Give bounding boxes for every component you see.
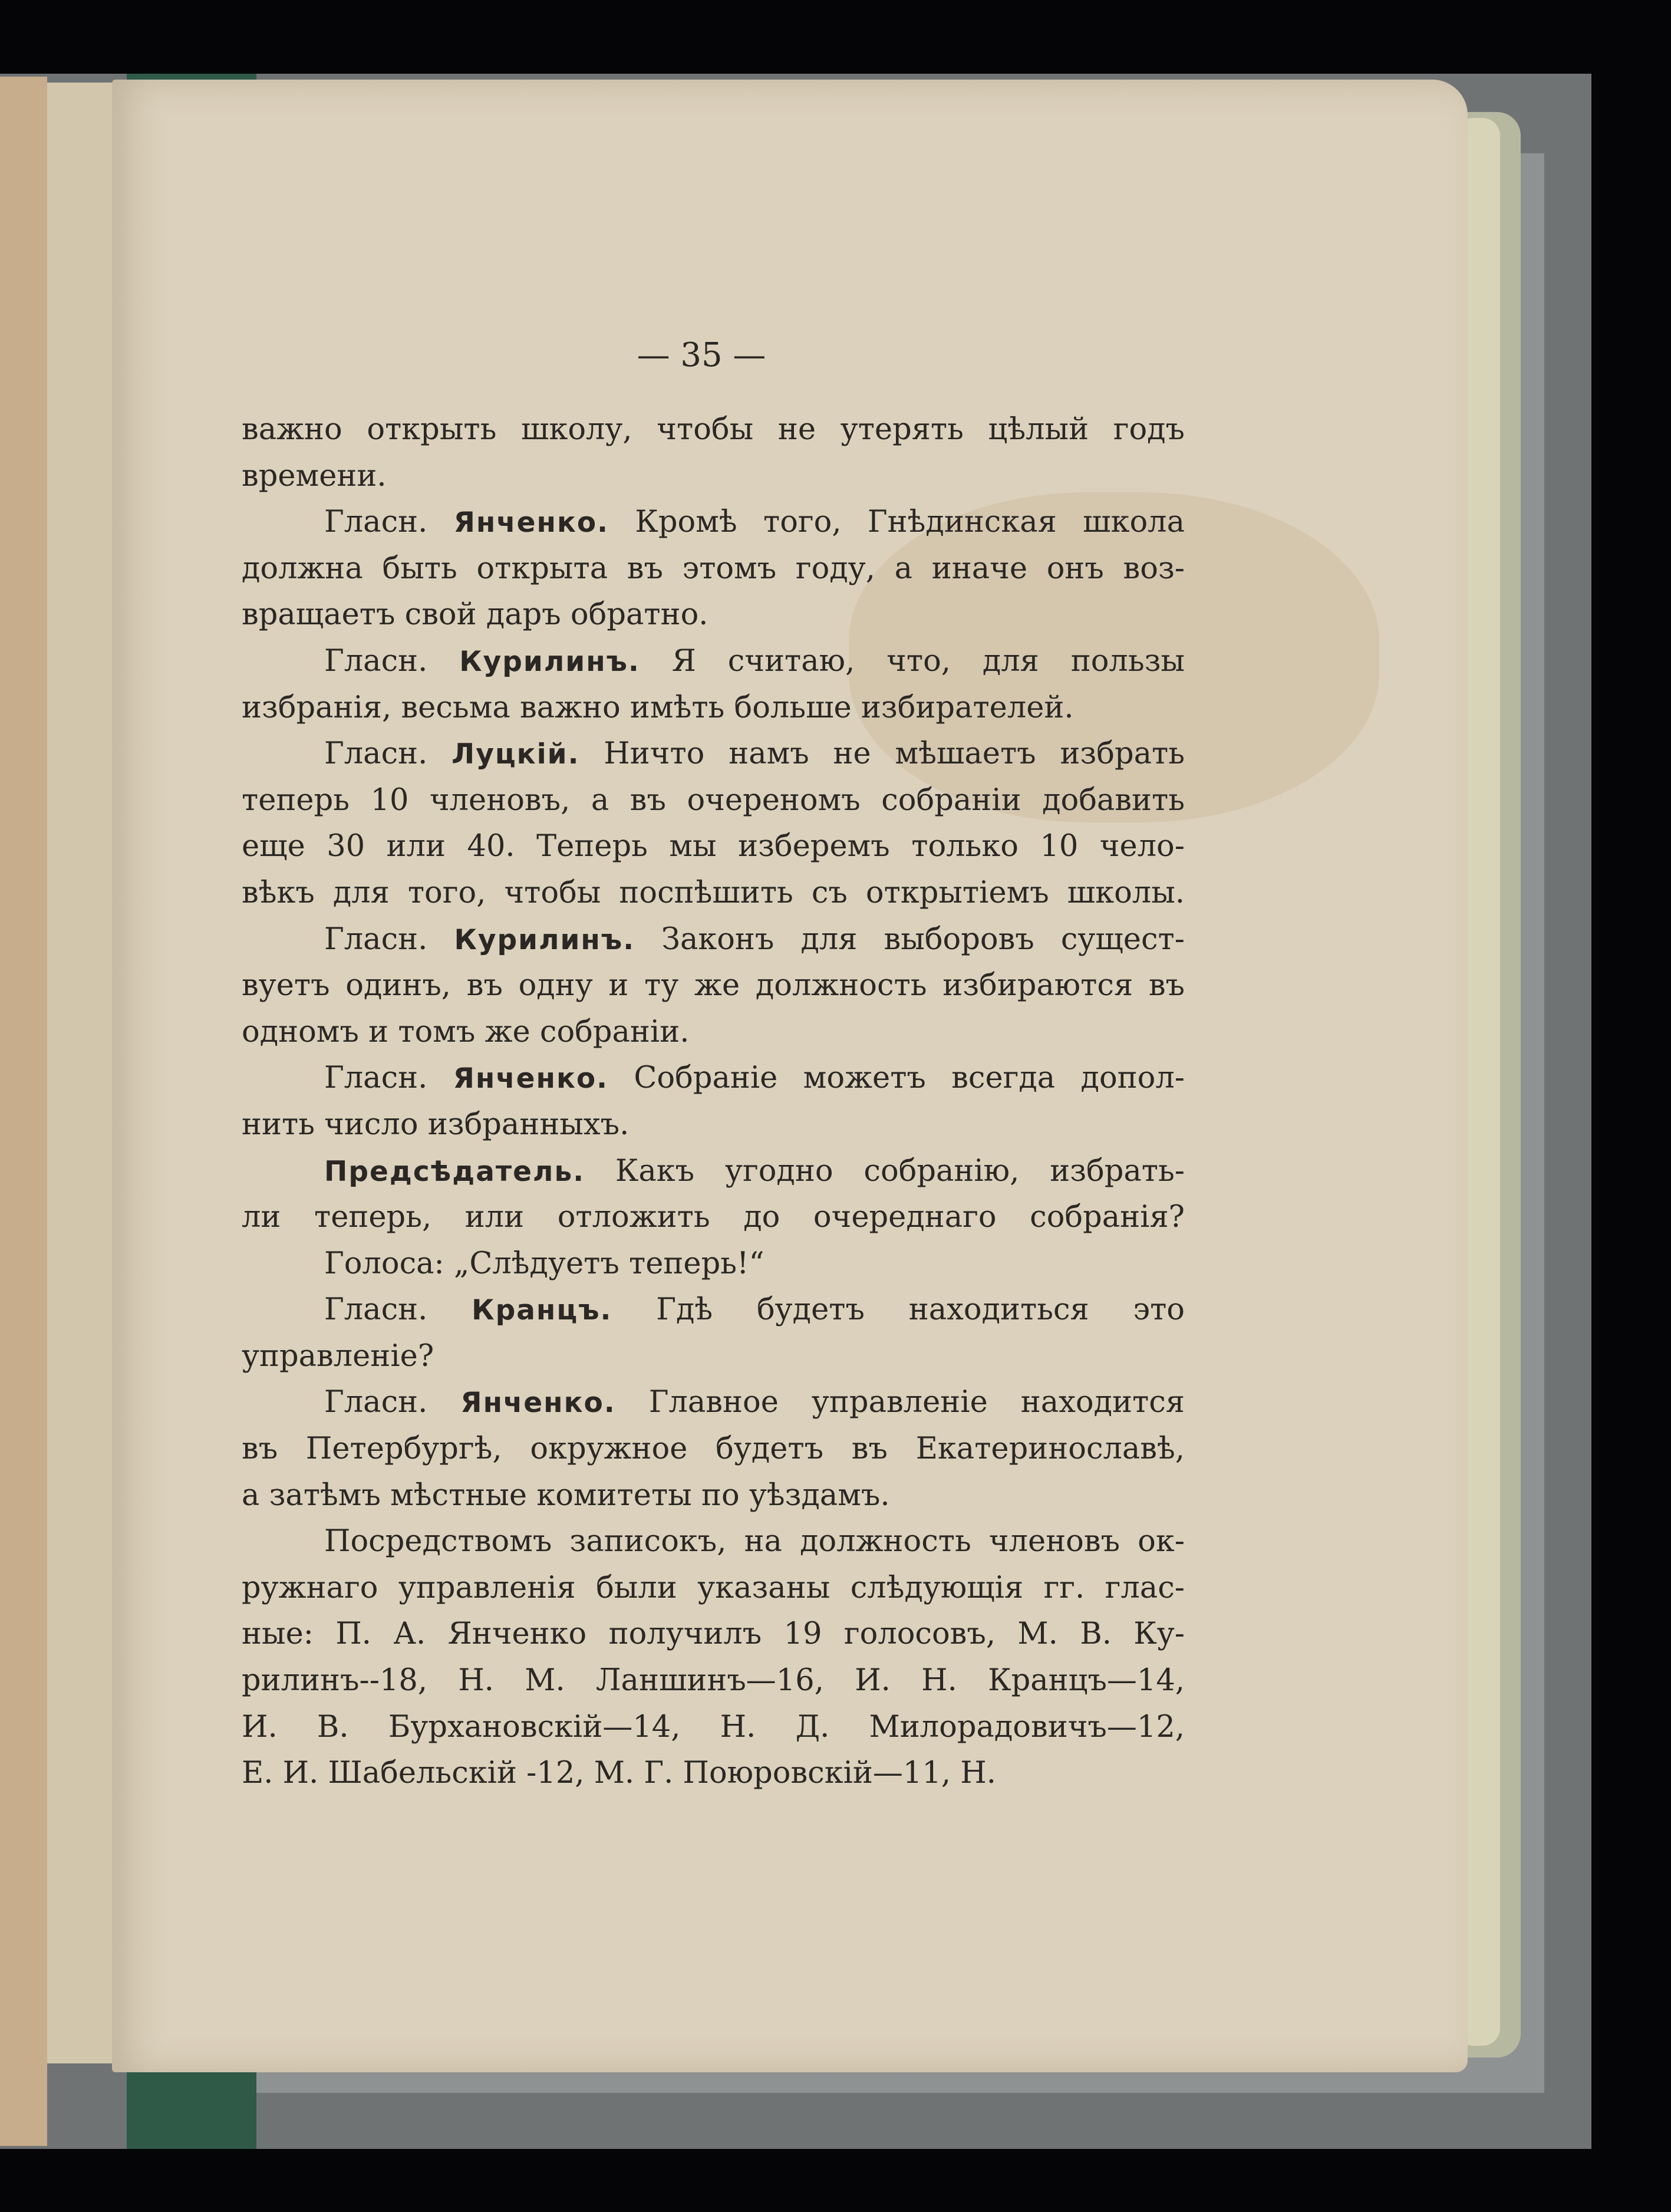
line-text: Я считаю, что, для пользы bbox=[640, 643, 1185, 679]
spine-cloth-bottom bbox=[127, 2063, 256, 2149]
text-line bbox=[242, 1380, 1185, 1426]
line-text: одномъ и томъ же собраніи. bbox=[242, 1014, 690, 1049]
text-line bbox=[242, 1148, 1185, 1195]
speaker-prefix: Гласн. bbox=[324, 921, 454, 957]
text-line bbox=[242, 546, 1185, 592]
text-line bbox=[242, 778, 1185, 824]
line-text: вращаетъ свой даръ обратно. bbox=[242, 597, 708, 633]
text-line bbox=[242, 685, 1185, 732]
line-text: Законъ для выборовъ сущест- bbox=[635, 921, 1185, 957]
speaker-name: Янченко. bbox=[453, 1062, 609, 1095]
text-line bbox=[242, 870, 1185, 917]
speaker-name: Луцкій. bbox=[451, 738, 580, 771]
line-text: управленіе? bbox=[242, 1338, 434, 1374]
page-text bbox=[242, 407, 1185, 1797]
speaker-name: Курилинъ. bbox=[454, 923, 635, 956]
text-line bbox=[242, 731, 1185, 778]
line-text: теперь 10 членовъ, а въ очереномъ собраніи добавить bbox=[242, 782, 1185, 818]
line-text: вуетъ одинъ, въ одну и ту же должность избираются въ bbox=[242, 968, 1185, 1003]
line-text: времени. bbox=[242, 458, 387, 493]
text-line bbox=[242, 638, 1185, 685]
speaker-name: Кранцъ. bbox=[472, 1294, 612, 1327]
text-line bbox=[242, 917, 1185, 963]
line-text: Главное управленіе находится bbox=[615, 1385, 1185, 1420]
text-line bbox=[242, 1565, 1185, 1612]
line-text: должна быть открыта въ этомъ году, а иначе онъ воз- bbox=[242, 551, 1185, 586]
text-line bbox=[242, 407, 1185, 453]
line-text: вѣкъ для того, чтобы поспѣшить съ открытіемъ школы. bbox=[242, 875, 1185, 910]
text-line bbox=[242, 1055, 1185, 1102]
speaker-prefix: Гласн. bbox=[324, 505, 454, 540]
text-line bbox=[242, 453, 1185, 500]
line-text: И. В. Бурхановскій—14, Н. Д. Милорадовичъ—12, bbox=[242, 1709, 1185, 1744]
text-line bbox=[242, 1473, 1185, 1519]
line-text: въ Петербургѣ, окружное будетъ въ Екатеринославѣ, bbox=[242, 1431, 1185, 1467]
line-text: важно открыть школу, чтобы не утерять цѣлый годъ bbox=[242, 412, 1185, 447]
speaker-name: Янченко. bbox=[460, 1387, 616, 1420]
line-text: Какъ угодно собранію, избрать- bbox=[585, 1153, 1185, 1189]
line-text: избранія, весьма важно имѣть больше избирателей. bbox=[242, 690, 1074, 725]
line-text: Посредствомъ записокъ, на должность членовъ ок- bbox=[324, 1524, 1185, 1559]
line-text: Собраніе можетъ всегда допол- bbox=[608, 1061, 1185, 1096]
speaker-prefix: Гласн. bbox=[324, 1385, 461, 1420]
text-line bbox=[242, 592, 1185, 638]
speaker-prefix: Гласн. bbox=[324, 1061, 453, 1096]
line-text: Гдѣ будетъ находиться это bbox=[612, 1292, 1185, 1328]
text-line bbox=[242, 1658, 1185, 1704]
line-text: рилинъ--18, Н. М. Ланшинъ—16, И. Н. Кранцъ—14, bbox=[242, 1663, 1185, 1698]
spine-edge bbox=[0, 77, 47, 2146]
text-line bbox=[242, 1194, 1185, 1241]
text-line bbox=[242, 1750, 1185, 1797]
line-text: нить число избранныхъ. bbox=[242, 1107, 629, 1142]
text-line bbox=[242, 499, 1185, 546]
text-line bbox=[242, 1102, 1185, 1148]
speaker-prefix: Гласн. bbox=[324, 643, 460, 679]
text-line bbox=[242, 1287, 1185, 1334]
line-text: а затѣмъ мѣстные комитеты по уѣздамъ. bbox=[242, 1477, 890, 1513]
speaker-prefix: Гласн. bbox=[324, 1292, 472, 1328]
line-text: еще 30 или 40. Теперь мы изберемъ только 10 чело- bbox=[242, 829, 1185, 864]
text-line bbox=[242, 1519, 1185, 1565]
speaker-name: Курилинъ. bbox=[459, 645, 640, 678]
line-text: Кромѣ того, Гнѣдинская школа bbox=[609, 505, 1185, 540]
text-line bbox=[242, 1334, 1185, 1380]
text-line bbox=[242, 824, 1185, 870]
line-text: ные: П. А. Янченко получилъ 19 голосовъ, М. В. Ку- bbox=[242, 1617, 1185, 1652]
text-line bbox=[242, 1009, 1185, 1056]
text-line bbox=[242, 1704, 1185, 1751]
text-line bbox=[242, 1611, 1185, 1658]
text-line bbox=[242, 1241, 1185, 1288]
speaker-prefix: Гласн. bbox=[324, 736, 452, 772]
line-text: ружнаго управленія были указаны слѣдующія гг. глас- bbox=[242, 1570, 1185, 1605]
line-text: Ничто намъ не мѣшаетъ избрать bbox=[579, 736, 1185, 772]
line-text: Е. И. Шабельскій -12, М. Г. Поюровскій—11, Н. bbox=[242, 1756, 996, 1791]
line-text: ли теперь, или отложить до очереднаго собранія? bbox=[242, 1200, 1185, 1235]
speaker-name: Янченко. bbox=[453, 506, 609, 539]
speaker-name: Предсѣдатель. bbox=[324, 1155, 585, 1188]
text-line bbox=[242, 1426, 1185, 1473]
page-number: — 35 — bbox=[637, 336, 766, 374]
text-line bbox=[242, 963, 1185, 1009]
line-text: Голоса: „Слѣдуетъ теперь!“ bbox=[324, 1246, 764, 1281]
